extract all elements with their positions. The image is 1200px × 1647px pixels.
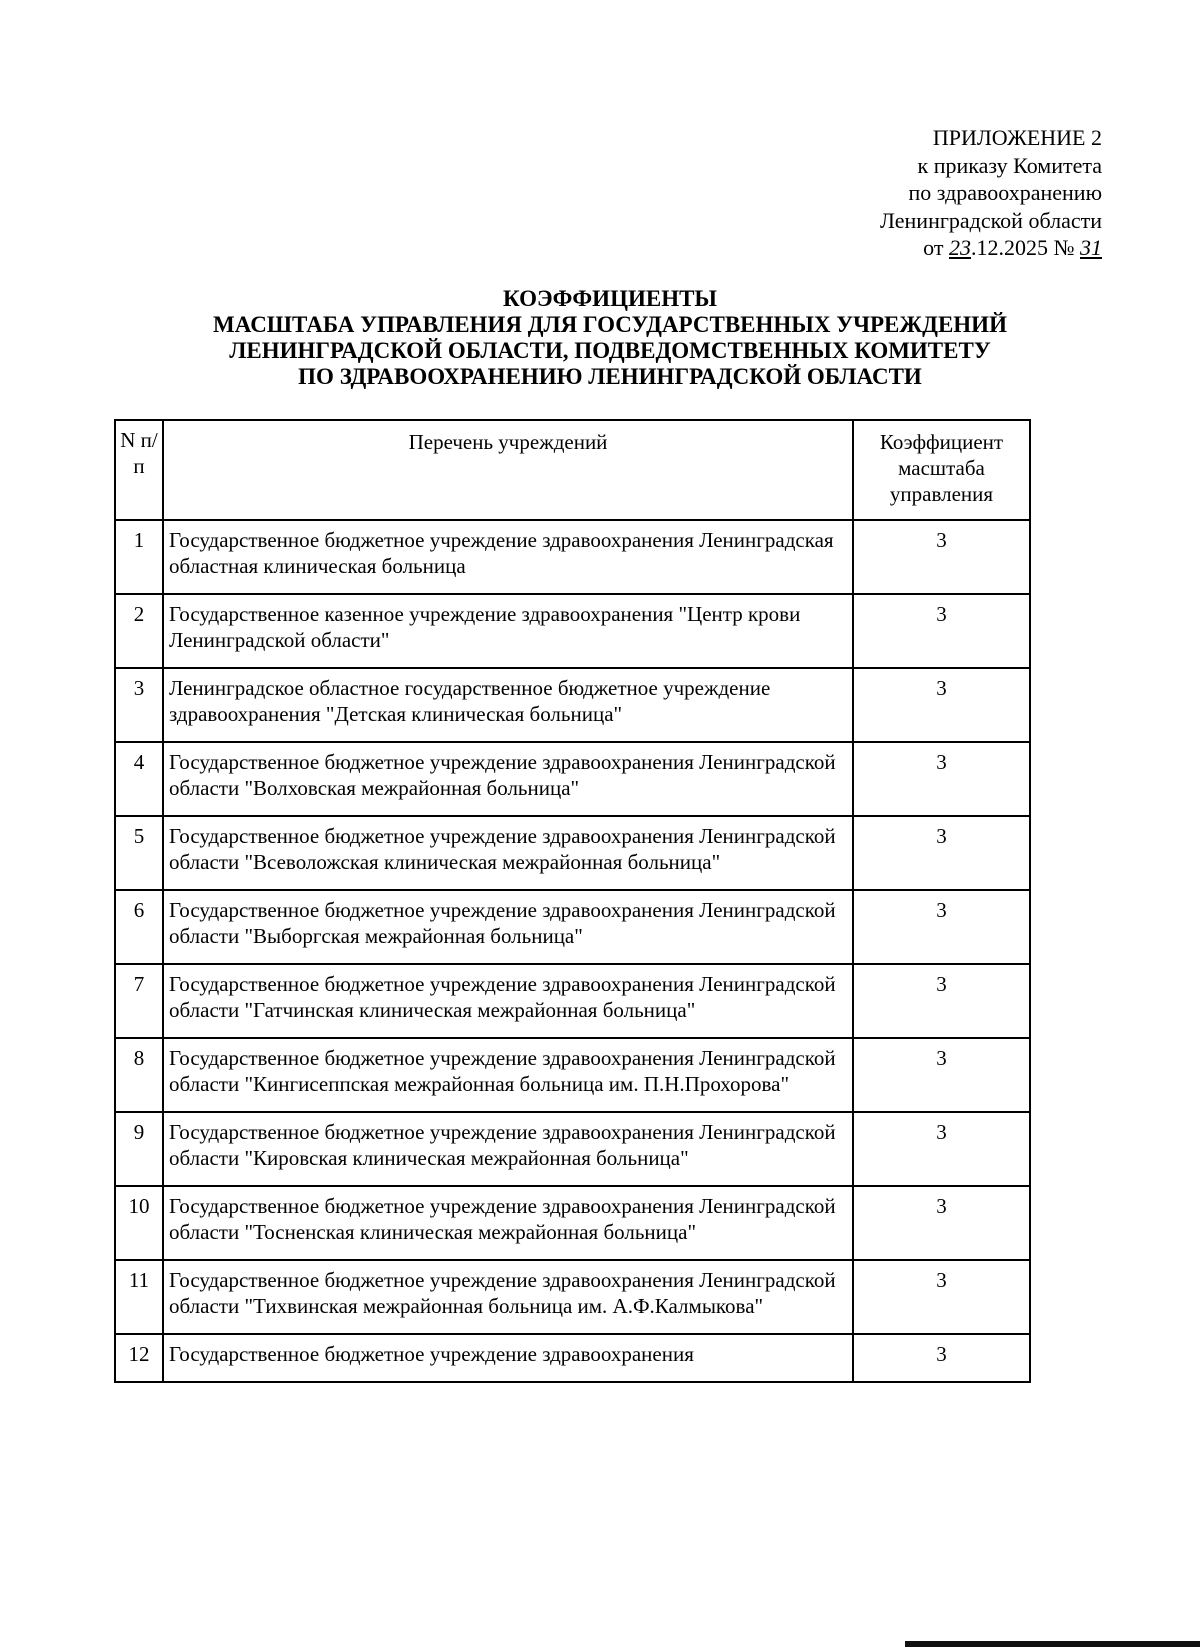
header-coefficient: Коэффициент масштаба управления [853,420,1030,520]
row-number: 3 [115,668,163,742]
institution-name: Ленинградское областное государственное бюджетное учреждение здравоохранения "Детская клиническая больница" [163,668,853,742]
appendix-line-1: к приказу Комитета [917,152,1102,178]
header-number: N п/п [115,420,163,520]
row-number: 8 [115,1038,163,1112]
institution-name: Государственное бюджетное учреждение здравоохранения [163,1334,853,1382]
document-title [110,286,1110,390]
order-date-line [880,234,1102,262]
coefficient-value: 3 [853,1334,1030,1382]
row-number: 10 [115,1186,163,1260]
table-row [115,964,1030,1038]
coefficient-value: 3 [853,1260,1030,1334]
coefficient-value: 3 [853,1038,1030,1112]
coefficient-value: 3 [853,1186,1030,1260]
coefficient-value: 3 [853,520,1030,594]
title-line-3: ЛЕНИНГРАДСКОЙ ОБЛАСТИ, ПОДВЕДОМСТВЕННЫХ КОМИТЕТУ [229,338,991,363]
table-row [115,1334,1030,1382]
institution-name: Государственное бюджетное учреждение здравоохранения Ленинградской области "Всеволожская клиническая межрайонная больница" [163,816,853,890]
header-institutions: Перечень учреждений [163,420,853,520]
coefficient-value: 3 [853,668,1030,742]
institutions-table [114,419,1031,1383]
institution-name: Государственное бюджетное учреждение здравоохранения Ленинградской области "Волховская межрайонная больница" [163,742,853,816]
date-prefix: от [923,235,949,260]
table-row [115,520,1030,594]
institution-name: Государственное бюджетное учреждение здравоохранения Ленинградской области "Тихвинская межрайонная больница им. А.Ф.Калмыкова" [163,1260,853,1334]
date-rest: .12.2025 № [971,235,1080,260]
appendix-header [880,124,1102,262]
table-row [115,1038,1030,1112]
table-row [115,1186,1030,1260]
coefficient-value: 3 [853,742,1030,816]
table-row [115,742,1030,816]
table-row [115,594,1030,668]
table-row [115,1112,1030,1186]
institution-name: Государственное бюджетное учреждение здравоохранения Ленинградской области "Гатчинская клиническая межрайонная больница" [163,964,853,1038]
institution-name: Государственное бюджетное учреждение здравоохранения Ленинградской области "Кировская клиническая межрайонная больница" [163,1112,853,1186]
order-number: 31 [1080,235,1102,260]
row-number: 12 [115,1334,163,1382]
row-number: 9 [115,1112,163,1186]
institution-name: Государственное бюджетное учреждение здравоохранения Ленинградской области "Тосненская клиническая межрайонная больница" [163,1186,853,1260]
institution-name: Государственное казенное учреждение здравоохранения "Центр крови Ленинградской области" [163,594,853,668]
table-row [115,890,1030,964]
row-number: 5 [115,816,163,890]
date-day: 23 [949,235,971,260]
row-number: 2 [115,594,163,668]
row-number: 6 [115,890,163,964]
title-line-2: МАСШТАБА УПРАВЛЕНИЯ ДЛЯ ГОСУДАРСТВЕННЫХ УЧРЕЖДЕНИЙ [213,312,1007,337]
scan-edge-bar [905,1641,1200,1647]
coefficient-value: 3 [853,594,1030,668]
appendix-line-2: по здравоохранению [908,180,1102,205]
appendix-title: ПРИЛОЖЕНИЕ 2 [932,125,1102,150]
table-header-row [115,420,1030,520]
table-row [115,1260,1030,1334]
table-row [115,816,1030,890]
appendix-line-3: Ленинградской области [880,207,1102,233]
row-number: 7 [115,964,163,1038]
row-number: 4 [115,742,163,816]
title-line-4: ПО ЗДРАВООХРАНЕНИЮ ЛЕНИНГРАДСКОЙ ОБЛАСТИ [298,364,922,389]
coefficient-value: 3 [853,1112,1030,1186]
title-line-1: КОЭФФИЦИЕНТЫ [502,286,718,311]
row-number: 11 [115,1260,163,1334]
coefficient-value: 3 [853,964,1030,1038]
institution-name: Государственное бюджетное учреждение здравоохранения Ленинградской области "Кингисеппская межрайонная больница им. П.Н.Прохорова" [163,1038,853,1112]
coefficient-value: 3 [853,816,1030,890]
institution-name: Государственное бюджетное учреждение здравоохранения Ленинградская областная клиническая больница [163,520,853,594]
table-row [115,668,1030,742]
institution-name: Государственное бюджетное учреждение здравоохранения Ленинградской области "Выборгская межрайонная больница" [163,890,853,964]
coefficient-value: 3 [853,890,1030,964]
row-number: 1 [115,520,163,594]
